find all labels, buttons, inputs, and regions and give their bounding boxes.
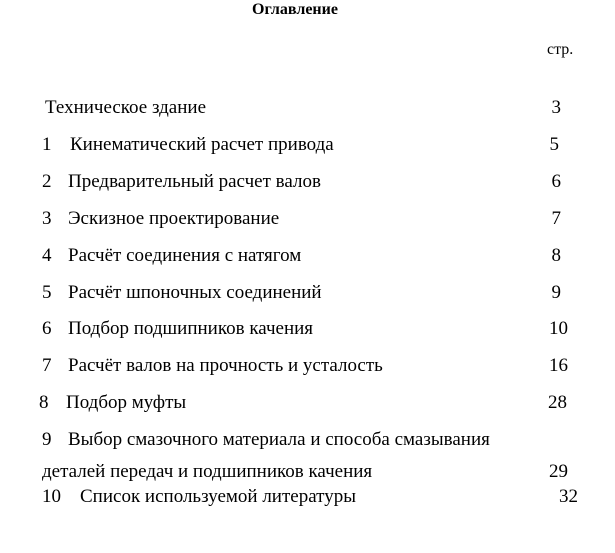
- toc-entry-text: Выбор смазочного материала и способа смазывания: [68, 429, 490, 450]
- toc-entry-text: Расчёт шпоночных соединений: [68, 282, 322, 303]
- toc-entry-text: Техническое здание: [45, 97, 207, 118]
- toc-entry: [0, 244, 615, 268]
- toc-entry-text: Кинематический расчет привода: [70, 134, 334, 155]
- toc-entry-page: 32: [559, 486, 578, 507]
- toc-entry-number: 1: [42, 134, 52, 155]
- toc-entry-text: Эскизное проектирование: [68, 208, 280, 229]
- toc-entry-page: 3: [551, 97, 561, 118]
- toc-entry-number: 4: [42, 245, 52, 266]
- toc-entry-page: 29: [549, 461, 568, 482]
- toc-entry-page: 10: [549, 318, 568, 339]
- toc-entry-page: 16: [549, 355, 568, 376]
- toc-entry-text: деталей передач и подшипников качения: [42, 461, 373, 482]
- toc-entry: [0, 96, 615, 120]
- toc-entry-text: Расчёт соединения с натягом: [68, 245, 302, 266]
- document-title: Оглавление: [252, 1, 338, 18]
- toc-entry-text: Предварительный расчет валов: [68, 171, 321, 192]
- toc-entry-number: 7: [42, 355, 52, 376]
- toc-entry-number: 8: [39, 392, 49, 413]
- toc-entry: [0, 428, 615, 452]
- toc-entry-page: 9: [551, 282, 561, 303]
- toc-entry-number: 5: [42, 282, 52, 303]
- toc-entry: [0, 170, 615, 194]
- toc-entry-text: Подбор подшипников качения: [68, 318, 314, 339]
- toc-entry: [0, 317, 615, 341]
- toc-entry-page: 7: [551, 208, 561, 229]
- toc-entry-number: 9: [42, 429, 52, 450]
- toc-entry-number: 6: [42, 318, 52, 339]
- toc-entry-number: 3: [42, 208, 52, 229]
- toc-entry-page: 6: [551, 171, 561, 192]
- toc-entry-number: 2: [42, 171, 52, 192]
- toc-entry: [0, 133, 615, 157]
- toc-entry: [0, 391, 615, 415]
- page-column-header: стр.: [547, 41, 574, 58]
- toc-entry: [0, 485, 615, 509]
- toc-entry-page: 28: [548, 392, 567, 413]
- toc-entry-page: 5: [549, 134, 559, 155]
- toc-entry: [0, 207, 615, 231]
- toc-entry-number: 10: [42, 486, 61, 507]
- toc-entry-text: Расчёт валов на прочность и усталость: [68, 355, 383, 376]
- toc-entry: [0, 354, 615, 378]
- toc-entry: [0, 281, 615, 305]
- toc-entry-continuation: [0, 460, 615, 484]
- toc-entry-page: 8: [551, 245, 561, 266]
- toc-entry-text: Список используемой литературы: [80, 486, 356, 507]
- toc-entry-text: Подбор муфты: [66, 392, 187, 413]
